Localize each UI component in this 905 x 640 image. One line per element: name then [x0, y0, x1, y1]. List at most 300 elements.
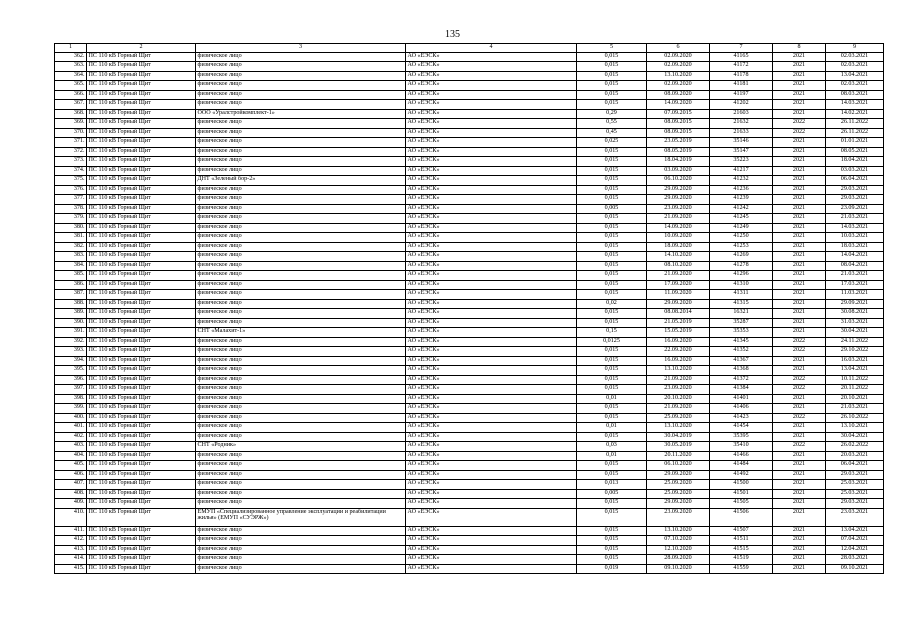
data-table [54, 43, 884, 574]
cell-applicant: физическое лицо [196, 299, 406, 309]
cell-application-date: 29.09.2020 [647, 195, 710, 205]
table-row [55, 271, 884, 281]
cell-grid-company: АО «ЕЭСК» [406, 52, 577, 62]
cell-contract-number: 41466 [710, 451, 773, 461]
cell-row-number: 410. [55, 508, 87, 526]
cell-applicant: физическое лицо [196, 204, 406, 214]
cell-deadline: 13.04.2021 [826, 366, 884, 376]
cell-applicant: физическое лицо [196, 461, 406, 471]
cell-contract-number: 41511 [710, 536, 773, 546]
cell-year: 2021 [773, 545, 826, 555]
table-row [55, 545, 884, 555]
cell-contract-number: 41345 [710, 337, 773, 347]
cell-capacity: 0,015 [577, 526, 647, 536]
cell-applicant: физическое лицо [196, 233, 406, 243]
cell-applicant: ДНТ «Зеленый бор-2» [196, 176, 406, 186]
cell-row-number: 365. [55, 81, 87, 91]
cell-year: 2021 [773, 290, 826, 300]
cell-capacity: 0,55 [577, 119, 647, 129]
cell-applicant: физическое лицо [196, 394, 406, 404]
cell-capacity: 0,015 [577, 413, 647, 423]
cell-grid-company: АО «ЕЭСК» [406, 290, 577, 300]
cell-application-date: 14.09.2020 [647, 223, 710, 233]
cell-deadline: 30.04.2021 [826, 432, 884, 442]
cell-capacity: 0,015 [577, 508, 647, 526]
cell-row-number: 390. [55, 318, 87, 328]
cell-grid-company: АО «ЕЭСК» [406, 280, 577, 290]
cell-contract-number: 41401 [710, 394, 773, 404]
cell-applicant: физическое лицо [196, 432, 406, 442]
cell-substation: ПС 110 кВ Горный Щит [87, 71, 196, 81]
cell-row-number: 399. [55, 404, 87, 414]
cell-row-number: 366. [55, 90, 87, 100]
cell-applicant: физическое лицо [196, 81, 406, 91]
cell-application-date: 22.09.2020 [647, 347, 710, 357]
cell-row-number: 409. [55, 499, 87, 509]
table-row [55, 109, 884, 119]
cell-row-number: 370. [55, 128, 87, 138]
cell-applicant: физическое лицо [196, 451, 406, 461]
cell-substation: ПС 110 кВ Горный Щит [87, 394, 196, 404]
cell-substation: ПС 110 кВ Горный Щит [87, 261, 196, 271]
cell-year: 2021 [773, 100, 826, 110]
cell-year: 2021 [773, 404, 826, 414]
cell-application-date: 25.09.2020 [647, 480, 710, 490]
table-row [55, 185, 884, 195]
cell-capacity: 0,015 [577, 147, 647, 157]
cell-application-date: 16.09.2020 [647, 356, 710, 366]
cell-applicant: физическое лицо [196, 271, 406, 281]
cell-grid-company: АО «ЕЭСК» [406, 138, 577, 148]
cell-capacity: 0,015 [577, 214, 647, 224]
cell-row-number: 386. [55, 280, 87, 290]
cell-applicant: физическое лицо [196, 318, 406, 328]
cell-row-number: 397. [55, 385, 87, 395]
cell-deadline: 06.04.2021 [826, 461, 884, 471]
cell-application-date: 08.09.2015 [647, 119, 710, 129]
table-row [55, 536, 884, 546]
page-number: 135 [445, 29, 460, 40]
table-row [55, 385, 884, 395]
cell-grid-company: АО «ЕЭСК» [406, 128, 577, 138]
cell-row-number: 384. [55, 261, 87, 271]
cell-substation: ПС 110 кВ Горный Щит [87, 223, 196, 233]
cell-capacity: 0,015 [577, 252, 647, 262]
cell-row-number: 405. [55, 461, 87, 471]
cell-row-number: 395. [55, 366, 87, 376]
cell-year: 2021 [773, 166, 826, 176]
cell-applicant: физическое лицо [196, 128, 406, 138]
cell-capacity: 0,45 [577, 128, 647, 138]
table-row [55, 394, 884, 404]
cell-application-date: 23.09.2020 [647, 204, 710, 214]
cell-applicant: физическое лицо [196, 90, 406, 100]
cell-year: 2022 [773, 337, 826, 347]
cell-row-number: 388. [55, 299, 87, 309]
cell-applicant: физическое лицо [196, 489, 406, 499]
cell-capacity: 0,005 [577, 489, 647, 499]
cell-capacity: 0,015 [577, 318, 647, 328]
cell-capacity: 0,01 [577, 394, 647, 404]
table-row [55, 423, 884, 433]
cell-row-number: 379. [55, 214, 87, 224]
table-row [55, 413, 884, 423]
table-row [55, 290, 884, 300]
cell-capacity: 0,015 [577, 470, 647, 480]
cell-year: 2021 [773, 318, 826, 328]
cell-applicant: физическое лицо [196, 62, 406, 72]
table-row [55, 157, 884, 167]
cell-capacity: 0,025 [577, 138, 647, 148]
cell-capacity: 0,013 [577, 480, 647, 490]
cell-application-date: 21.09.2020 [647, 375, 710, 385]
cell-year: 2021 [773, 214, 826, 224]
cell-capacity: 0,015 [577, 290, 647, 300]
cell-contract-number: 41217 [710, 166, 773, 176]
cell-applicant: физическое лицо [196, 242, 406, 252]
cell-grid-company: АО «ЕЭСК» [406, 480, 577, 490]
cell-grid-company: АО «ЕЭСК» [406, 328, 577, 338]
cell-contract-number: 41519 [710, 555, 773, 565]
cell-application-date: 30.04.2019 [647, 432, 710, 442]
cell-year: 2022 [773, 442, 826, 452]
cell-contract-number: 41507 [710, 526, 773, 536]
cell-deadline: 14.03.2021 [826, 223, 884, 233]
cell-grid-company: АО «ЕЭСК» [406, 176, 577, 186]
cell-substation: ПС 110 кВ Горный Щит [87, 423, 196, 433]
cell-grid-company: АО «ЕЭСК» [406, 214, 577, 224]
cell-contract-number: 41202 [710, 100, 773, 110]
cell-application-date: 13.10.2020 [647, 423, 710, 433]
cell-grid-company: АО «ЕЭСК» [406, 261, 577, 271]
cell-applicant: физическое лицо [196, 185, 406, 195]
cell-capacity: 0,015 [577, 81, 647, 91]
cell-contract-number: 41352 [710, 347, 773, 357]
cell-deadline: 13.04.2021 [826, 526, 884, 536]
cell-application-date: 15.05.2019 [647, 328, 710, 338]
cell-grid-company: АО «ЕЭСК» [406, 299, 577, 309]
cell-substation: ПС 110 кВ Горный Щит [87, 508, 196, 526]
table-row [55, 309, 884, 319]
cell-substation: ПС 110 кВ Горный Щит [87, 271, 196, 281]
cell-grid-company: АО «ЕЭСК» [406, 375, 577, 385]
cell-application-date: 23.09.2020 [647, 508, 710, 526]
cell-substation: ПС 110 кВ Горный Щит [87, 157, 196, 167]
cell-row-number: 404. [55, 451, 87, 461]
cell-contract-number: 35223 [710, 157, 773, 167]
cell-deadline: 29.09.2021 [826, 299, 884, 309]
cell-contract-number: 41368 [710, 366, 773, 376]
cell-contract-number: 35146 [710, 138, 773, 148]
cell-grid-company: АО «ЕЭСК» [406, 470, 577, 480]
cell-substation: ПС 110 кВ Горный Щит [87, 195, 196, 205]
cell-application-date: 14.09.2020 [647, 100, 710, 110]
cell-applicant: физическое лицо [196, 499, 406, 509]
cell-application-date: 13.10.2020 [647, 526, 710, 536]
cell-grid-company: АО «ЕЭСК» [406, 545, 577, 555]
cell-row-number: 364. [55, 71, 87, 81]
cell-application-date: 23.05.2019 [647, 138, 710, 148]
cell-year: 2021 [773, 223, 826, 233]
table-row [55, 442, 884, 452]
table-row [55, 499, 884, 509]
table-row [55, 366, 884, 376]
cell-applicant: физическое лицо [196, 356, 406, 366]
cell-year: 2021 [773, 394, 826, 404]
cell-contract-number: 41454 [710, 423, 773, 433]
cell-row-number: 380. [55, 223, 87, 233]
cell-contract-number: 41367 [710, 356, 773, 366]
cell-applicant: физическое лицо [196, 223, 406, 233]
cell-grid-company: АО «ЕЭСК» [406, 71, 577, 81]
cell-contract-number: 41249 [710, 223, 773, 233]
cell-grid-company: АО «ЕЭСК» [406, 442, 577, 452]
cell-contract-number: 41384 [710, 385, 773, 395]
cell-deadline: 26.11.2022 [826, 128, 884, 138]
cell-grid-company: АО «ЕЭСК» [406, 366, 577, 376]
cell-substation: ПС 110 кВ Горный Щит [87, 356, 196, 366]
cell-row-number: 414. [55, 555, 87, 565]
cell-row-number: 369. [55, 119, 87, 129]
column-header-2: 2 [87, 44, 196, 53]
cell-application-date: 21.09.2020 [647, 271, 710, 281]
cell-grid-company: АО «ЕЭСК» [406, 166, 577, 176]
table-row [55, 375, 884, 385]
table-row [55, 204, 884, 214]
cell-contract-number: 41178 [710, 71, 773, 81]
cell-deadline: 06.04.2021 [826, 176, 884, 186]
cell-year: 2021 [773, 366, 826, 376]
cell-row-number: 362. [55, 52, 87, 62]
cell-application-date: 14.10.2020 [647, 252, 710, 262]
cell-applicant: физическое лицо [196, 423, 406, 433]
cell-contract-number: 35395 [710, 432, 773, 442]
cell-substation: ПС 110 кВ Горный Щит [87, 318, 196, 328]
cell-application-date: 02.09.2020 [647, 81, 710, 91]
cell-capacity: 0,015 [577, 432, 647, 442]
cell-substation: ПС 110 кВ Горный Щит [87, 204, 196, 214]
cell-year: 2021 [773, 526, 826, 536]
cell-year: 2021 [773, 280, 826, 290]
cell-contract-number: 41197 [710, 90, 773, 100]
cell-deadline: 02.03.2021 [826, 62, 884, 72]
cell-year: 2021 [773, 470, 826, 480]
cell-applicant: физическое лицо [196, 347, 406, 357]
cell-year: 2021 [773, 252, 826, 262]
cell-application-date: 21.09.2020 [647, 214, 710, 224]
cell-capacity: 0,015 [577, 90, 647, 100]
cell-year: 2021 [773, 176, 826, 186]
cell-grid-company: АО «ЕЭСК» [406, 233, 577, 243]
cell-substation: ПС 110 кВ Горный Щит [87, 119, 196, 129]
cell-substation: ПС 110 кВ Горный Щит [87, 242, 196, 252]
cell-substation: ПС 110 кВ Горный Щит [87, 252, 196, 262]
cell-grid-company: АО «ЕЭСК» [406, 252, 577, 262]
cell-deadline: 26.11.2022 [826, 119, 884, 129]
table-row [55, 451, 884, 461]
cell-year: 2021 [773, 508, 826, 526]
cell-capacity: 0,015 [577, 375, 647, 385]
cell-row-number: 374. [55, 166, 87, 176]
cell-applicant: физическое лицо [196, 52, 406, 62]
cell-year: 2022 [773, 347, 826, 357]
cell-substation: ПС 110 кВ Горный Щит [87, 499, 196, 509]
column-header-7: 7 [710, 44, 773, 53]
table-row [55, 432, 884, 442]
cell-application-date: 03.09.2020 [647, 166, 710, 176]
cell-year: 2021 [773, 62, 826, 72]
cell-application-date: 17.09.2020 [647, 280, 710, 290]
table-row [55, 71, 884, 81]
cell-capacity: 0,015 [577, 52, 647, 62]
cell-grid-company: АО «ЕЭСК» [406, 242, 577, 252]
cell-row-number: 392. [55, 337, 87, 347]
cell-contract-number: 41559 [710, 564, 773, 574]
table-row [55, 214, 884, 224]
cell-grid-company: АО «ЕЭСК» [406, 204, 577, 214]
cell-deadline: 03.03.2021 [826, 166, 884, 176]
cell-grid-company: АО «ЕЭСК» [406, 564, 577, 574]
column-header-4: 4 [406, 44, 577, 53]
cell-applicant: физическое лицо [196, 214, 406, 224]
cell-capacity: 0,15 [577, 328, 647, 338]
cell-capacity: 0,015 [577, 71, 647, 81]
cell-substation: ПС 110 кВ Горный Щит [87, 166, 196, 176]
cell-grid-company: АО «ЕЭСК» [406, 119, 577, 129]
cell-capacity: 0,015 [577, 157, 647, 167]
cell-applicant: физическое лицо [196, 290, 406, 300]
cell-year: 2022 [773, 385, 826, 395]
cell-applicant: физическое лицо [196, 147, 406, 157]
cell-year: 2021 [773, 489, 826, 499]
cell-applicant: физическое лицо [196, 309, 406, 319]
cell-grid-company: АО «ЕЭСК» [406, 185, 577, 195]
table-row [55, 52, 884, 62]
cell-year: 2021 [773, 356, 826, 366]
cell-application-date: 07.09.2015 [647, 109, 710, 119]
cell-contract-number: 41505 [710, 499, 773, 509]
cell-deadline: 13.10.2021 [826, 423, 884, 433]
cell-grid-company: АО «ЕЭСК» [406, 81, 577, 91]
cell-substation: ПС 110 кВ Горный Щит [87, 366, 196, 376]
cell-applicant: физическое лицо [196, 138, 406, 148]
cell-substation: ПС 110 кВ Горный Щит [87, 413, 196, 423]
cell-capacity: 0,015 [577, 385, 647, 395]
cell-grid-company: АО «ЕЭСК» [406, 195, 577, 205]
cell-grid-company: АО «ЕЭСК» [406, 489, 577, 499]
cell-grid-company: АО «ЕЭСК» [406, 309, 577, 319]
cell-applicant: физическое лицо [196, 375, 406, 385]
cell-year: 2021 [773, 195, 826, 205]
table-row [55, 337, 884, 347]
cell-year: 2021 [773, 480, 826, 490]
cell-grid-company: АО «ЕЭСК» [406, 271, 577, 281]
table-body [55, 52, 884, 574]
cell-grid-company: АО «ЕЭСК» [406, 109, 577, 119]
cell-application-date: 08.09.2015 [647, 128, 710, 138]
cell-year: 2021 [773, 204, 826, 214]
cell-substation: ПС 110 кВ Горный Щит [87, 489, 196, 499]
cell-capacity: 0,015 [577, 100, 647, 110]
cell-contract-number: 21633 [710, 128, 773, 138]
cell-application-date: 21.05.2019 [647, 318, 710, 328]
cell-grid-company: АО «ЕЭСК» [406, 555, 577, 565]
cell-grid-company: АО «ЕЭСК» [406, 432, 577, 442]
cell-applicant: ЕМУП «Специализированное управление эксплуатации и реабилитации жилья» (ЕМУП «СУЭРЖ») [196, 508, 406, 526]
cell-grid-company: АО «ЕЭСК» [406, 147, 577, 157]
cell-contract-number: 35353 [710, 328, 773, 338]
cell-grid-company: АО «ЕЭСК» [406, 536, 577, 546]
cell-contract-number: 35410 [710, 442, 773, 452]
cell-contract-number: 21603 [710, 109, 773, 119]
cell-capacity: 0,015 [577, 223, 647, 233]
table-row [55, 233, 884, 243]
cell-contract-number: 41515 [710, 545, 773, 555]
cell-row-number: 413. [55, 545, 87, 555]
cell-year: 2021 [773, 52, 826, 62]
cell-contract-number: 41311 [710, 290, 773, 300]
cell-applicant: физическое лицо [196, 280, 406, 290]
cell-year: 2021 [773, 555, 826, 565]
cell-contract-number: 41406 [710, 404, 773, 414]
cell-year: 2021 [773, 299, 826, 309]
cell-application-date: 08.09.2020 [647, 90, 710, 100]
cell-contract-number: 41484 [710, 461, 773, 471]
table-row [55, 555, 884, 565]
cell-substation: ПС 110 кВ Горный Щит [87, 337, 196, 347]
cell-capacity: 0,015 [577, 62, 647, 72]
cell-grid-company: АО «ЕЭСК» [406, 100, 577, 110]
cell-row-number: 391. [55, 328, 87, 338]
table-row [55, 347, 884, 357]
cell-deadline: 25.03.2021 [826, 480, 884, 490]
cell-substation: ПС 110 кВ Горный Щит [87, 81, 196, 91]
cell-year: 2021 [773, 536, 826, 546]
cell-substation: ПС 110 кВ Горный Щит [87, 385, 196, 395]
cell-contract-number: 41250 [710, 233, 773, 243]
cell-deadline: 23.03.2021 [826, 508, 884, 526]
cell-application-date: 10.09.2020 [647, 233, 710, 243]
cell-grid-company: АО «ЕЭСК» [406, 337, 577, 347]
cell-capacity: 0,015 [577, 536, 647, 546]
cell-row-number: 367. [55, 100, 87, 110]
cell-year: 2021 [773, 423, 826, 433]
cell-substation: ПС 110 кВ Горный Щит [87, 290, 196, 300]
cell-year: 2021 [773, 432, 826, 442]
cell-applicant: физическое лицо [196, 366, 406, 376]
cell-application-date: 13.10.2020 [647, 366, 710, 376]
cell-grid-company: АО «ЕЭСК» [406, 413, 577, 423]
cell-deadline: 16.03.2021 [826, 356, 884, 366]
cell-year: 2021 [773, 185, 826, 195]
cell-year: 2021 [773, 271, 826, 281]
cell-row-number: 396. [55, 375, 87, 385]
cell-capacity: 0,015 [577, 366, 647, 376]
cell-contract-number: 35147 [710, 147, 773, 157]
cell-substation: ПС 110 кВ Горный Щит [87, 480, 196, 490]
cell-application-date: 21.09.2020 [647, 404, 710, 414]
cell-grid-company: АО «ЕЭСК» [406, 347, 577, 357]
cell-grid-company: АО «ЕЭСК» [406, 318, 577, 328]
cell-deadline: 31.03.2021 [826, 318, 884, 328]
cell-contract-number: 41245 [710, 214, 773, 224]
table-row [55, 90, 884, 100]
cell-grid-company: АО «ЕЭСК» [406, 461, 577, 471]
cell-row-number: 363. [55, 62, 87, 72]
cell-contract-number: 41181 [710, 81, 773, 91]
cell-application-date: 23.09.2020 [647, 385, 710, 395]
column-header-6: 6 [647, 44, 710, 53]
